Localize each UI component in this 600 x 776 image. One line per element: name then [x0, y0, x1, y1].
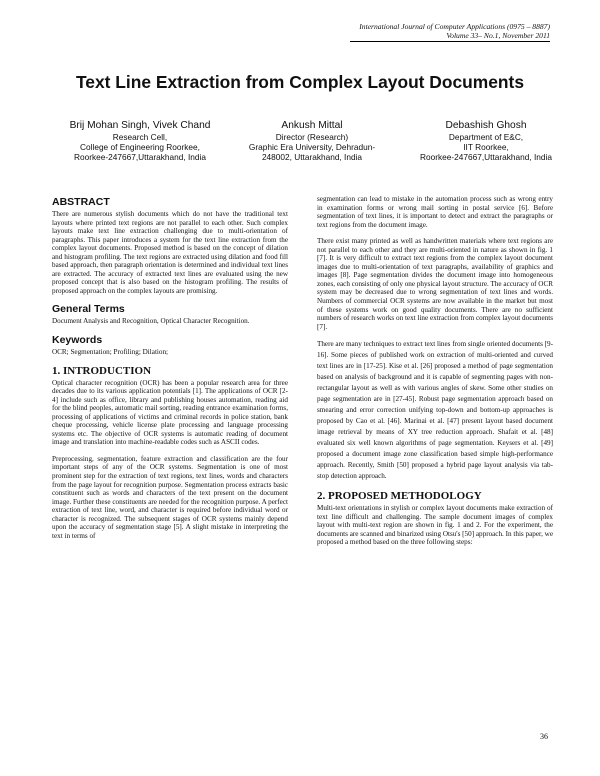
author-affiliation-line: Roorkee-247667,Uttarakhand, India: [74, 152, 206, 163]
methodology-paragraph: Multi-text orientations in stylish or complex layout documents make extraction of text line difficult and challenging. The sample document images of complex layout with multi-text region are shown in fig. 1 and 2. For the experiment, the documents are scanned and binarized using Otsu's [50] approach. In this paper, we proposed a method based on the three following steps:: [317, 504, 553, 547]
journal-volume: Volume 33– No.1, November 2011: [446, 31, 550, 40]
intro-paragraph-2: Preprocessing, segmentation, feature extraction and classification are the four important steps of any of the OCR systems. Segmentation is one of most prominent step for the extraction of text regions, text lines, words and characters from the page layout for recognition purpose. Segmentation process extracts basic constituent such as words and characters of the text present on the document image. Further these constituents are needed for the recognition purpose. A perfect extraction of text line, word, and character is required before individual word or character is recognized. The subsequent stages of OCR systems mainly depend upon the accuracy of segmentation stage [5]. A slight mistake in interpreting the text in terms of: [52, 454, 288, 540]
intro-paragraph-1: Optical character recognition (OCR) has been a popular research area for three decades due to its various application potentials [1]. The applications of OCR [2-4] include such as office, library and publishing houses automation, reading aid for the blind peoples, automatic mail sorting, reading entrance examination forms, processing of applications of victims and criminal records in police station, bank cheque processing, vehicle license plate processing and language processing systems etc. The objective of OCR systems is automatic reading of document image and translation into machine-readable codes such as ASCII codes.: [52, 378, 288, 447]
header-rule: [350, 41, 550, 42]
keywords-heading: Keywords: [52, 334, 103, 347]
author-block-3: [396, 120, 576, 163]
author-name: Debashish Ghosh: [445, 120, 527, 131]
introduction-heading: 1. INTRODUCTION: [52, 364, 152, 377]
author-block-1: [52, 120, 228, 163]
abstract-heading: ABSTRACT: [52, 196, 110, 208]
right-column: [317, 195, 553, 555]
author-affiliation-line: 248002, Uttarakhand, India: [261, 152, 363, 163]
intro-paragraph-3: segmentation can lead to mistake in the automation process such as wrong entry in examination forms or wrong mail sorting in postal service [6]. Before segmentation of text lines, it is important to detect and extract the paragraphs or text regions from the document image.: [317, 195, 553, 229]
page-number: 36: [540, 732, 548, 741]
general-terms-text: Document Analysis and Recognition, Optical Character Recognition.: [52, 317, 250, 326]
author-affiliation-line: Department of E&C,: [448, 132, 524, 142]
general-terms-heading: General Terms: [52, 303, 125, 316]
author-affiliation-line: IIT Roorkee,: [463, 142, 509, 153]
author-affiliation-line: Roorkee-247667,Uttarakhand, India: [420, 152, 552, 163]
author-affiliation-line: Graphic Era University, Dehradun-: [248, 142, 376, 153]
left-column: [52, 196, 288, 548]
author-affiliation-line: Director (Research): [275, 132, 349, 142]
journal-header: [350, 22, 550, 42]
keywords-text: OCR; Segmentation; Profiling; Dilation;: [52, 348, 169, 357]
abstract-text: There are numerous stylish documents which do not have the traditional text layouts where printed text regions are not parallel to each other. Such complex layouts make text line extraction challenging due to multi-orientation of paragraphs. This paper introduces a system for the text line extraction from the complex layout documents. Proposed method is based on the concept of dilation and histogram profiling. The text regions are extracted using dilation and food fill based approach, then paragraph orientation is determined and individual text lines are extracted. The accuracy of extracted text lines are evaluated using the new proposed concept that is also based on the histogram profiling. The results of proposed approach on the complex layouts are promising.: [52, 210, 288, 295]
author-name: Ankush Mittal: [281, 120, 343, 131]
intro-paragraph-4: There exist many printed as well as handwritten materials where text regions are not parallel to each other and they are multi-oriented in nature as shown in fig. 1 [7]. It is very difficult to extract text regions from the complex layout document images due to multi-orientation of text paragraphs, availability of graphics and images [8]. Page segmentation divides the document image into homogeneous zones, each consisting of only one physical layout structure. The accuracy of OCR system may be decreased due to wrong segmentation of text lines and words. Numbers of commercial OCR systems are now available in the market but most of these systems work on good quality documents. There are no sufficient numbers of research works on text line extraction from complex layout documents [7].: [317, 237, 553, 331]
author-name: Brij Mohan Singh, Vivek Chand: [69, 120, 211, 131]
author-affiliation-line: College of Engineering Roorkee,: [80, 142, 200, 153]
intro-paragraph-5: There are many techniques to extract text lines from single oriented documents [9-16]. Some pieces of published work on extraction of multi-oriented and curved text lines are in [17-25]. Kise et al. [26] proposed a method of page segmentation based on analysis of background and it is capable of segmenting pages with non-rectangular layout as well as with various angles of skew. Some other studies on page segmentation are in [27-45]. Robust page segmentation approach based on smearing and error correction unifying top-down and bottom-up approaches is proposed by Cao et al. [46]. Marinai et al. [47] present layout based document image retrieval by means of XY tree reduction approach. Shafait et al. [48] evaluated six well known algorithms of page segmentation. Keysers et al. [49] proposed a document image zone classification based simple high-performance approach. Recently, Smith [50] proposed a hybrid page layout analysis via tab-stop detection approach.: [317, 340, 553, 481]
paper-title: Text Line Extraction from Complex Layout Documents: [75, 72, 525, 92]
author-block-2: [228, 120, 396, 163]
methodology-heading: 2. PROPOSED METHODOLOGY: [317, 490, 482, 503]
journal-name: International Journal of Computer Applications (0975 – 8887): [359, 22, 550, 31]
author-affiliation-line: Research Cell,: [112, 132, 168, 142]
